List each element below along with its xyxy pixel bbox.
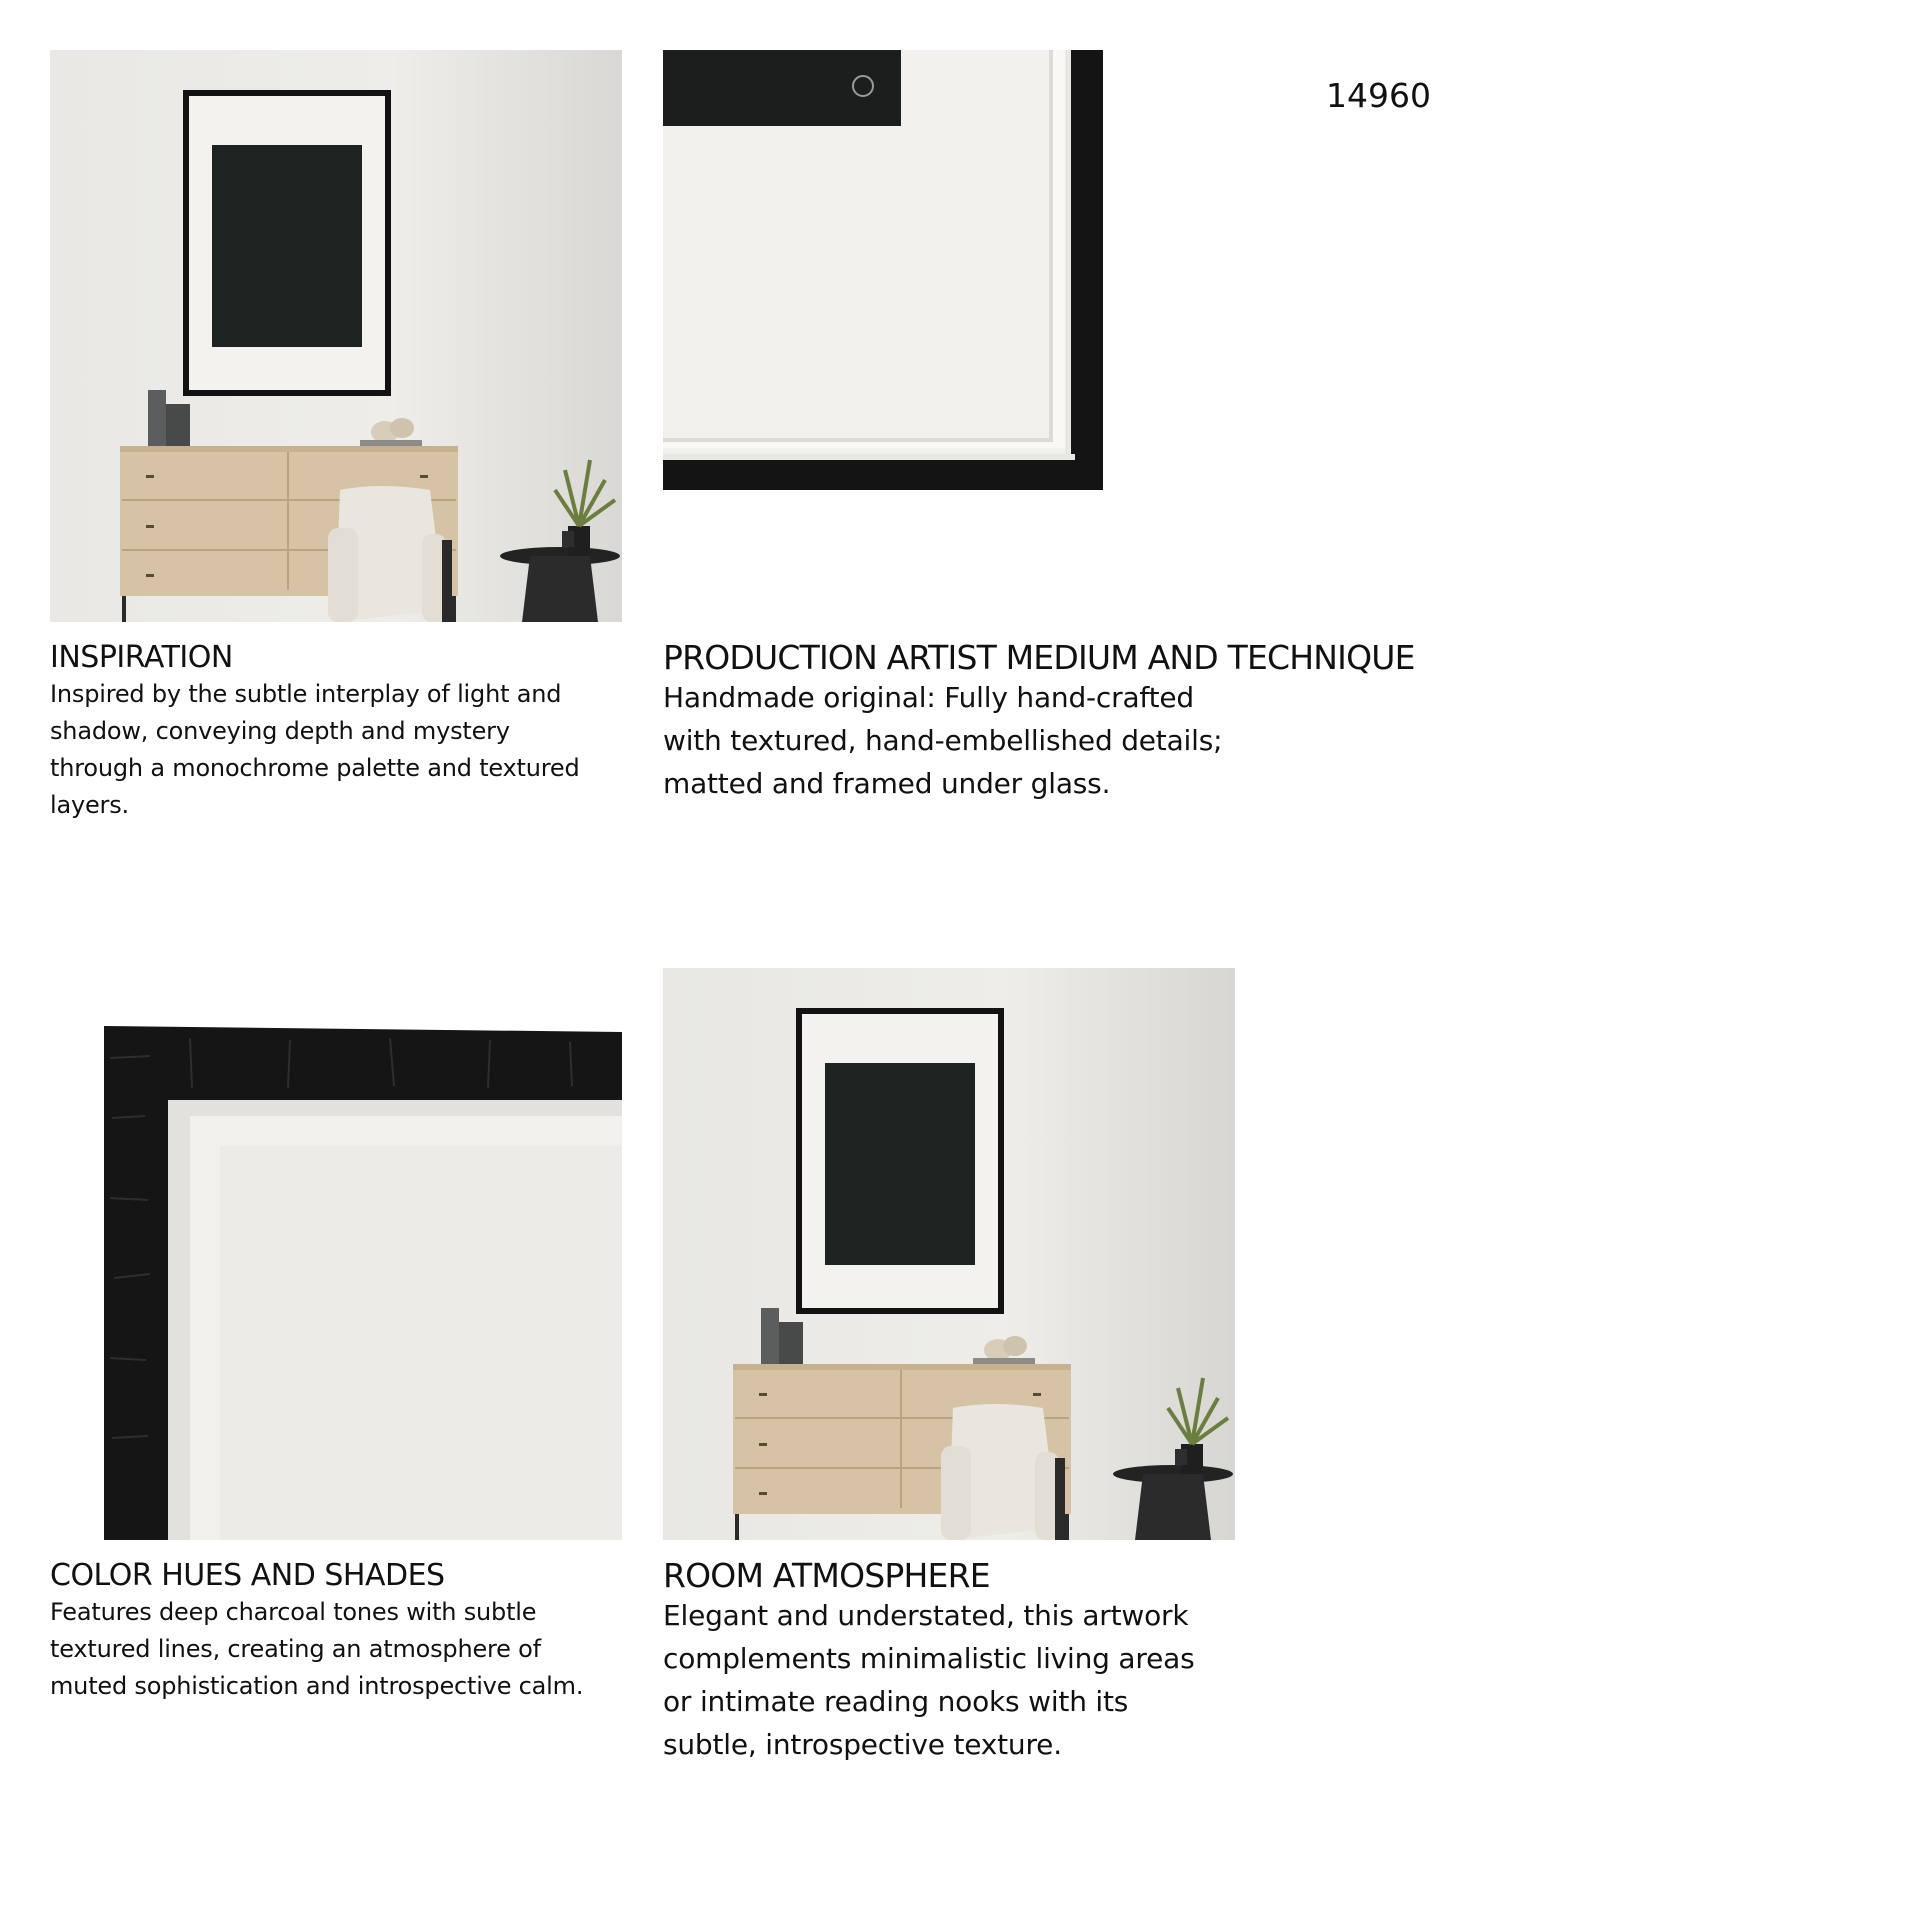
inspiration-line: shadow, conveying depth and mystery [50,717,510,745]
production-line: matted and framed under glass. [663,767,1111,800]
production-heading: PRODUCTION ARTIST MEDIUM AND TECHNIQUE [663,638,1415,677]
room-scene-photo [663,968,1235,1540]
room-atmosphere-heading: ROOM ATMOSPHERE [663,1556,990,1595]
production-line: Handmade original: Fully hand-crafted [663,681,1194,714]
room-atmosphere-line: or intimate reading nooks with its [663,1685,1129,1718]
inspiration-line: layers. [50,791,129,819]
inspiration-heading: INSPIRATION [50,640,233,675]
color-hues-line: textured lines, creating an atmosphere of [50,1635,541,1663]
frame-texture-closeup-photo [50,968,622,1540]
production-description [663,676,1263,805]
room-atmosphere-description [663,1594,1263,1766]
color-hues-line: muted sophistication and introspective calm. [50,1672,584,1700]
room-atmosphere-line: complements minimalistic living areas [663,1642,1195,1675]
color-hues-description [50,1594,630,1705]
color-hues-line: Features deep charcoal tones with subtle [50,1598,537,1626]
room-atmosphere-line: subtle, introspective texture. [663,1728,1062,1761]
inspiration-line: through a monochrome palette and textured [50,754,580,782]
production-line: with textured, hand-embellished details; [663,724,1223,757]
product-sku: 14960 [1326,76,1431,115]
frame-corner-closeup-photo [663,50,1103,490]
room-atmosphere-line: Elegant and understated, this artwork [663,1599,1189,1632]
room-scene-photo [50,50,622,622]
inspiration-line: Inspired by the subtle interplay of light and [50,680,562,708]
inspiration-description [50,676,622,824]
color-hues-heading: COLOR HUES AND SHADES [50,1558,445,1593]
